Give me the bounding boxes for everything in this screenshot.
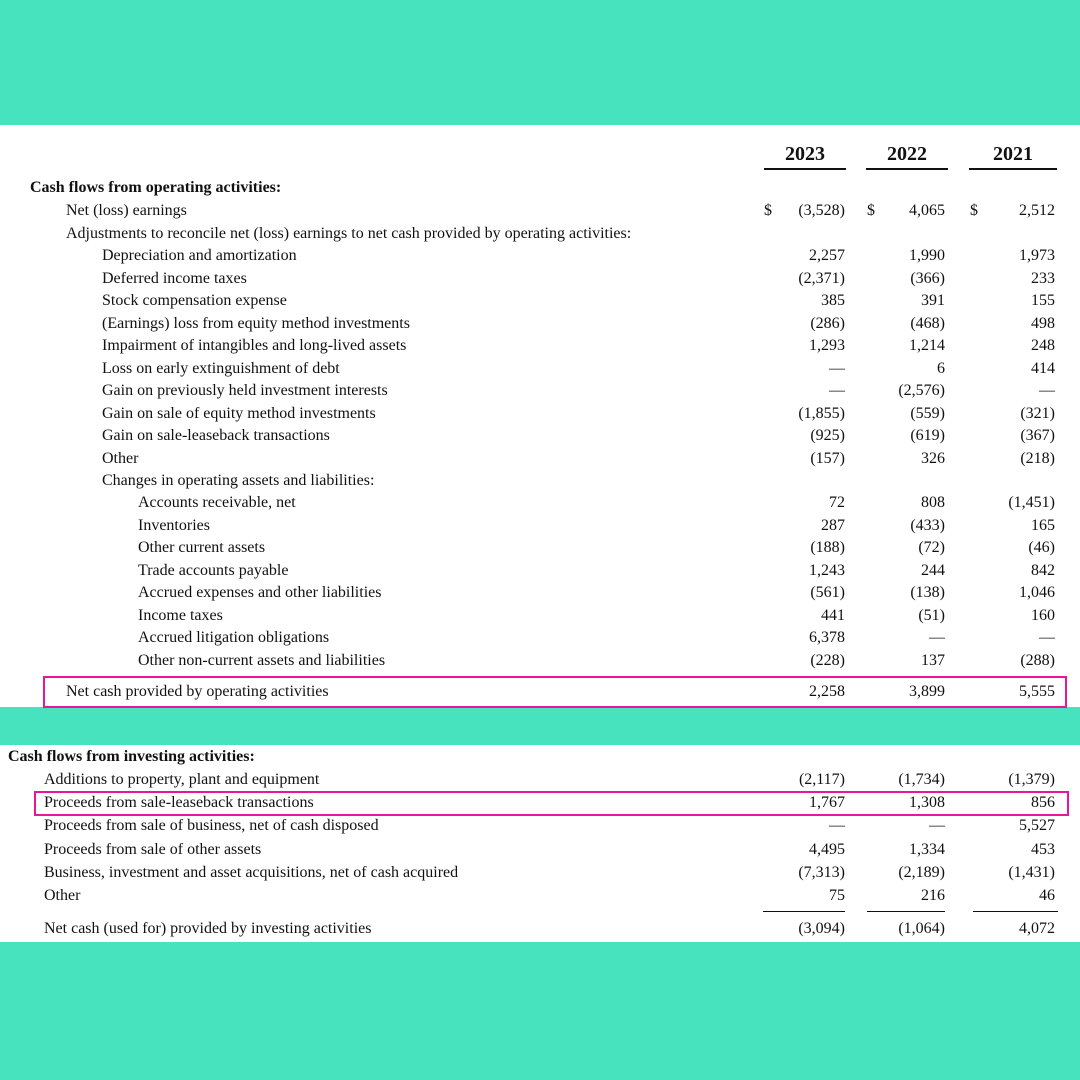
change-value-2021: 1,046 — [1019, 584, 1055, 601]
row-label-investing: Business, investment and asset acquisitions, net of cash acquired — [44, 863, 459, 881]
year-header-underline — [866, 168, 948, 170]
investing-value-2021: 5,527 — [1019, 817, 1055, 835]
change-value-2021: 160 — [1031, 606, 1055, 624]
row-label-adjustment: Deferred income taxes — [102, 269, 247, 287]
row-label-investing: Proceeds from sale-leaseback transactions — [44, 794, 314, 812]
row-label-adjustment: Gain on previously held investment interests — [102, 382, 388, 399]
operating-total-value-2021: 5,555 — [1019, 683, 1055, 700]
adjustment-value-2023: (925) — [810, 427, 845, 444]
investing-value-2021: (1,379) — [1008, 771, 1055, 788]
row-label-change: Inventories — [138, 516, 210, 534]
operating-heading: Cash flows from operating activities: — [30, 179, 282, 196]
operating-total-value-2022: 3,899 — [909, 683, 945, 700]
row-label-adjustment: Depreciation and amortization — [102, 247, 297, 264]
change-value-2023: 287 — [821, 516, 845, 534]
adjustment-value-2021: (218) — [1020, 449, 1055, 467]
adjustment-value-2023: — — [829, 359, 845, 377]
row-label-investing: Other — [44, 887, 81, 904]
adjustment-value-2021: (321) — [1020, 404, 1055, 422]
row-label-change: Trade accounts payable — [138, 561, 289, 579]
investing-value-2022: (2,189) — [898, 863, 945, 881]
investing-total-value-2021: 4,072 — [1019, 920, 1055, 937]
changes-label: Changes in operating assets and liabilities: — [102, 472, 375, 489]
row-label-change: Accounts receivable, net — [138, 494, 296, 511]
investing-value-2022: 1,308 — [909, 794, 945, 812]
adjustment-value-2021: 1,973 — [1019, 247, 1055, 264]
adjustment-value-2022: 1,990 — [909, 247, 945, 264]
adjustment-value-2022: (619) — [910, 427, 945, 444]
row-label-adjustment: Gain on sale-leaseback transactions — [102, 427, 330, 444]
change-value-2021: (46) — [1028, 539, 1055, 556]
row-label-adjustment: Gain on sale of equity method investments — [102, 404, 376, 422]
adjustment-value-2022: (559) — [910, 404, 945, 422]
year-header-underline — [969, 168, 1057, 170]
investing-value-2023: 4,495 — [809, 840, 845, 858]
row-label-investing: Proceeds from sale of other assets — [44, 840, 262, 858]
investing-value-2022: 1,334 — [909, 840, 945, 858]
change-value-2021: (288) — [1020, 651, 1055, 669]
highlight-box-sale-leaseback — [34, 791, 1069, 816]
row-label-investing-total: Net cash (used for) provided by investing activities — [44, 920, 372, 937]
row-label-change: Accrued expenses and other liabilities — [138, 584, 382, 601]
change-value-2023: 1,243 — [809, 561, 845, 579]
adjustment-value-2021: 233 — [1031, 269, 1055, 287]
adjustment-value-2023: 2,257 — [809, 247, 845, 264]
investing-total-value-2022: (1,064) — [898, 920, 945, 937]
row-label-adjustment: Loss on early extinguishment of debt — [102, 359, 340, 377]
row-label-net-earnings: Net (loss) earnings — [66, 202, 187, 219]
adjustment-value-2021: (367) — [1020, 427, 1055, 444]
year-header-2022: 2022 — [887, 143, 927, 165]
currency-symbol: $ — [764, 202, 772, 219]
investing-value-2021: 856 — [1031, 794, 1055, 812]
adjustment-value-2022: (468) — [910, 314, 945, 332]
change-value-2022: — — [929, 629, 945, 646]
total-separator-line — [973, 911, 1058, 912]
investing-value-2021: 453 — [1031, 840, 1055, 858]
adjustment-value-2023: 385 — [821, 292, 845, 309]
adjustment-value-2022: (2,576) — [898, 382, 945, 399]
row-label-change: Accrued litigation obligations — [138, 629, 330, 646]
change-value-2021: — — [1039, 629, 1055, 646]
change-value-2021: (1,451) — [1008, 494, 1055, 511]
total-separator-line — [763, 911, 845, 912]
adjustment-value-2022: 1,214 — [909, 337, 945, 354]
row-label-operating-total: Net cash provided by operating activities — [66, 683, 329, 700]
adjustment-value-2023: 1,293 — [809, 337, 845, 354]
change-value-2023: 72 — [829, 494, 845, 511]
investing-value-2021: (1,431) — [1008, 863, 1055, 881]
total-separator-line — [867, 911, 945, 912]
adjustment-value-2023: — — [829, 382, 845, 399]
row-label-change: Other non-current assets and liabilities — [138, 651, 386, 669]
adjustment-value-2023: (1,855) — [798, 404, 845, 422]
change-value-2022: (51) — [918, 606, 945, 624]
row-label-investing: Additions to property, plant and equipment — [44, 771, 320, 788]
net-earnings-value-2023: (3,528) — [798, 202, 845, 219]
investing-value-2023: — — [829, 817, 845, 835]
adjustment-value-2023: (2,371) — [798, 269, 845, 287]
investing-total-value-2023: (3,094) — [798, 920, 845, 937]
investing-value-2022: (1,734) — [898, 771, 945, 788]
change-value-2023: (228) — [810, 651, 845, 669]
year-header-2023: 2023 — [785, 143, 825, 165]
adjustment-value-2023: (286) — [810, 314, 845, 332]
change-value-2022: (72) — [918, 539, 945, 556]
adjustment-value-2022: 391 — [921, 292, 945, 309]
adjustment-value-2021: — — [1039, 382, 1055, 399]
change-value-2023: 441 — [821, 606, 845, 624]
adjustments-label: Adjustments to reconcile net (loss) earnings to net cash provided by operating activities: — [66, 225, 632, 242]
investing-value-2023: (2,117) — [798, 771, 845, 788]
change-value-2022: 244 — [921, 561, 945, 579]
net-earnings-value-2021: 2,512 — [1019, 202, 1055, 219]
row-label-adjustment: (Earnings) loss from equity method investments — [102, 314, 410, 332]
investing-value-2023: 1,767 — [809, 794, 845, 812]
adjustment-value-2021: 248 — [1031, 337, 1055, 354]
adjustment-value-2022: 6 — [937, 359, 945, 377]
row-label-adjustment: Impairment of intangibles and long-lived assets — [102, 337, 407, 354]
investing-heading: Cash flows from investing activities: — [8, 748, 255, 765]
year-header-2021: 2021 — [993, 143, 1033, 165]
row-label-adjustment: Other — [102, 449, 139, 467]
change-value-2022: 137 — [921, 651, 945, 669]
year-header-underline — [764, 168, 846, 170]
adjustment-value-2021: 414 — [1031, 359, 1055, 377]
adjustment-value-2022: (366) — [910, 269, 945, 287]
change-value-2023: 6,378 — [809, 629, 845, 646]
row-label-adjustment: Stock compensation expense — [102, 292, 287, 309]
row-label-change: Other current assets — [138, 539, 266, 556]
investing-value-2021: 46 — [1039, 887, 1055, 904]
change-value-2021: 165 — [1031, 516, 1055, 534]
change-value-2022: 808 — [921, 494, 945, 511]
investing-value-2022: 216 — [921, 887, 945, 904]
investing-value-2023: (7,313) — [798, 863, 845, 881]
adjustment-value-2021: 155 — [1031, 292, 1055, 309]
currency-symbol: $ — [867, 202, 875, 219]
adjustment-value-2022: 326 — [921, 449, 945, 467]
change-value-2022: (433) — [910, 516, 945, 534]
change-value-2021: 842 — [1031, 561, 1055, 579]
investing-value-2023: 75 — [829, 887, 845, 904]
currency-symbol: $ — [970, 202, 978, 219]
net-earnings-value-2022: 4,065 — [909, 202, 945, 219]
row-label-investing: Proceeds from sale of business, net of cash disposed — [44, 817, 379, 835]
investing-value-2022: — — [929, 817, 945, 835]
operating-total-value-2023: 2,258 — [809, 683, 845, 700]
adjustment-value-2023: (157) — [810, 449, 845, 467]
row-label-change: Income taxes — [138, 606, 223, 624]
change-value-2023: (561) — [810, 584, 845, 601]
change-value-2022: (138) — [910, 584, 945, 601]
adjustment-value-2021: 498 — [1031, 314, 1055, 332]
change-value-2023: (188) — [810, 539, 845, 556]
